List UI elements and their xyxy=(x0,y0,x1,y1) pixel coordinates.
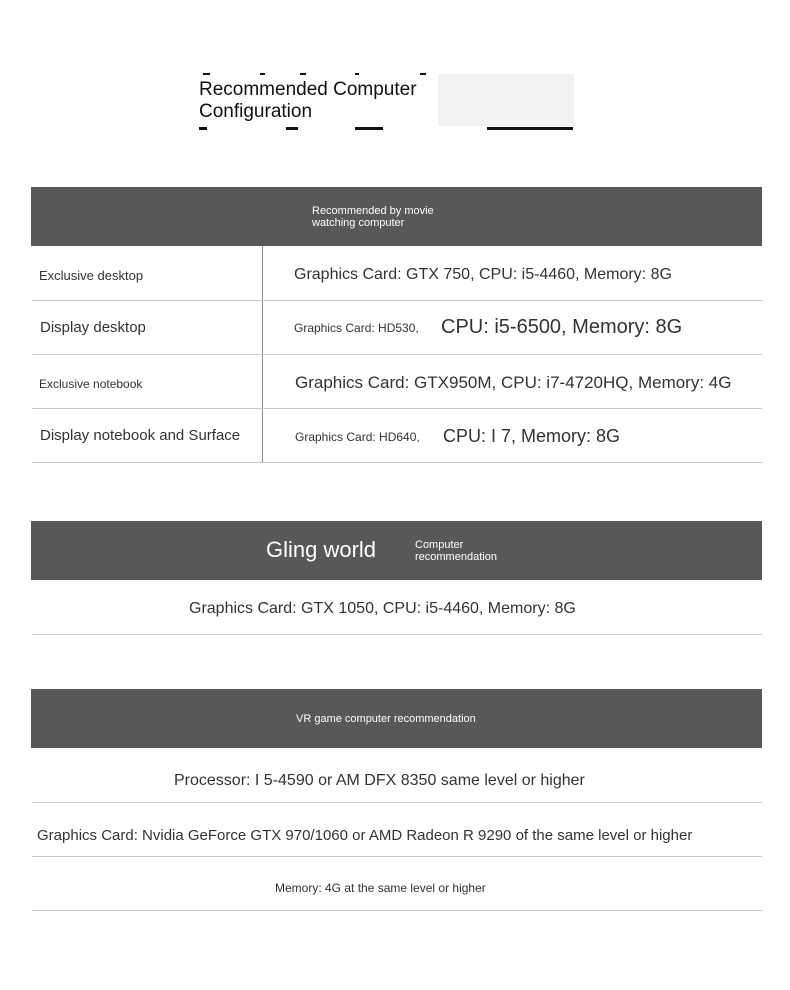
row-spec-rest: CPU: i5-6500, Memory: 8G xyxy=(441,316,683,338)
movie-section-header xyxy=(31,187,762,246)
vr-spec-memory: Memory: 4G at the same level or higher xyxy=(275,881,486,895)
title-decoration xyxy=(286,127,298,130)
gling-section-subtitle: Computer recommendation xyxy=(415,539,497,563)
vr-section-header xyxy=(31,689,762,748)
title-decoration xyxy=(355,73,359,75)
vr-spec-processor: Processor: I 5-4590 or AM DFX 8350 same level or higher xyxy=(174,772,585,789)
movie-section-title: Recommended by movie watching computer xyxy=(312,205,434,229)
title-decoration xyxy=(300,73,306,75)
row-divider xyxy=(32,408,762,409)
title-decoration xyxy=(199,127,207,130)
row-spec-gpu: Graphics Card: HD640, xyxy=(295,430,420,444)
title-blurred-region xyxy=(438,74,574,126)
row-spec: Graphics Card: GTX 750, CPU: i5-4460, Memory: 8G xyxy=(294,266,672,283)
row-spec-rest: CPU: I 7, Memory: 8G xyxy=(443,426,621,446)
gling-section-title: Gling world xyxy=(266,537,377,562)
row-divider xyxy=(32,354,762,355)
row-label: Exclusive desktop xyxy=(39,268,144,283)
row-divider xyxy=(32,300,762,301)
row-label: Display notebook and Surface xyxy=(40,427,241,444)
row-spec-gpu: Graphics Card: HD530, xyxy=(294,321,419,335)
title-decoration xyxy=(420,73,426,75)
vr-spec-graphics: Graphics Card: Nvidia GeForce GTX 970/1060 or AMD Radeon R 9290 of the same level or higher xyxy=(37,827,693,844)
vr-section-title: VR game computer recommendation xyxy=(296,713,476,725)
row-divider xyxy=(32,802,762,803)
title-decoration xyxy=(203,73,210,75)
title-decoration xyxy=(260,73,265,75)
row-divider xyxy=(32,462,762,463)
row-divider xyxy=(32,910,762,911)
row-label: Display desktop xyxy=(40,319,146,336)
title-decoration xyxy=(487,127,573,130)
page-title: Recommended Computer Configuration xyxy=(199,79,417,122)
row-label: Exclusive notebook xyxy=(39,377,143,391)
row-spec: Graphics Card: GTX950M, CPU: i7-4720HQ, Memory: 4G xyxy=(295,373,732,392)
gling-spec: Graphics Card: GTX 1050, CPU: i5-4460, Memory: 8G xyxy=(189,600,576,617)
title-decoration xyxy=(355,127,383,130)
row-divider xyxy=(32,634,762,635)
row-divider xyxy=(32,856,762,857)
gling-section-header xyxy=(31,521,762,580)
